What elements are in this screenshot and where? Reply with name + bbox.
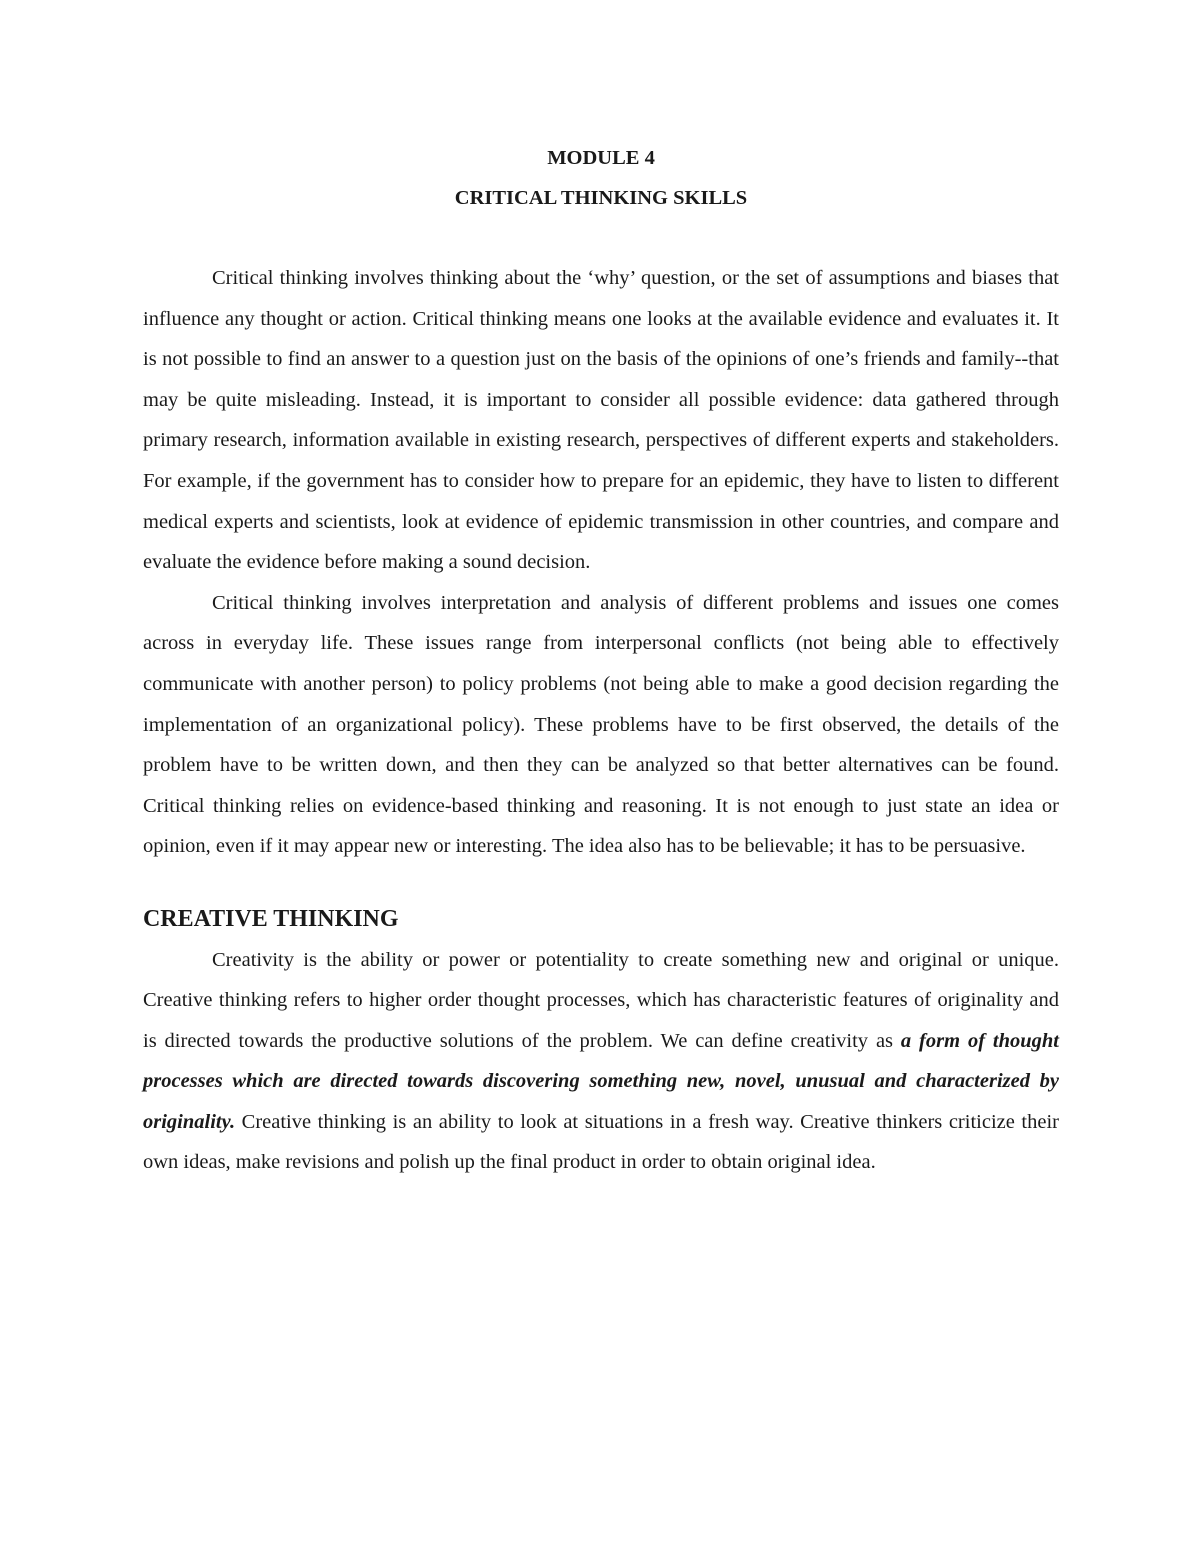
section-spacer xyxy=(143,867,1059,899)
document-body xyxy=(143,138,1059,1183)
module-title: CRITICAL THINKING SKILLS xyxy=(454,187,748,209)
creativity-definition-emphasis: a form of thought processes which are directed towards discovering something new, novel, unusual and characterized by originality. xyxy=(143,1029,1060,1133)
paragraph-creative-text-after: Creative thinking is an ability to look at situations in a fresh way. Creative thinkers criticize their own ideas, make revisions and polish up the final product in order to obtain original idea. xyxy=(143,1110,1059,1174)
paragraph-critical-thinking-2: Critical thinking involves interpretation and analysis of different problems and issues one comes across in everyday life. These issues range from interpersonal conflicts (not being able to effectively communicate with another person) to policy problems (not being able to make a good decision regarding the implementation of an organizational policy). These problems have to be first observed, the details of the problem have to be written down, and then they can be analyzed so that better alternatives can be found. Critical thinking relies on evidence-based thinking and reasoning. It is not enough to just state an idea or opinion, even if it may appear new or interesting. The idea also has to be believable; it has to be persuasive. xyxy=(143,591,1059,858)
paragraph-critical-thinking-1: Critical thinking involves thinking about the ‘why’ question, or the set of assumptions and biases that influence any thought or action. Critical thinking means one looks at the available evidence and evaluates it. It is not possible to find an answer to a question just on the basis of the opinions of one’s friends and family--that may be quite misleading. Instead, it is important to consider all possible evidence: data gathered through primary research, information available in existing research, perspectives of different experts and stakeholders. For example, if the government has to consider how to prepare for an epidemic, they have to listen to different medical experts and scientists, look at evidence of epidemic transmission in other countries, and compare and evaluate the evidence before making a sound decision. xyxy=(143,267,1059,574)
paragraph-creative-text-before: Creativity is the ability or power or potentiality to create something new and original or unique. Creative thinking refers to higher order thought processes, which has characteristic features of originality and is directed towards the productive solutions of the problem. We can define creativity as xyxy=(143,948,1059,1052)
title-spacer xyxy=(143,218,1059,258)
section-heading-creative-thinking: CREATIVE THINKING xyxy=(143,905,399,932)
paragraph-creative-thinking xyxy=(143,940,1059,1184)
module-label: MODULE 4 xyxy=(547,147,655,169)
